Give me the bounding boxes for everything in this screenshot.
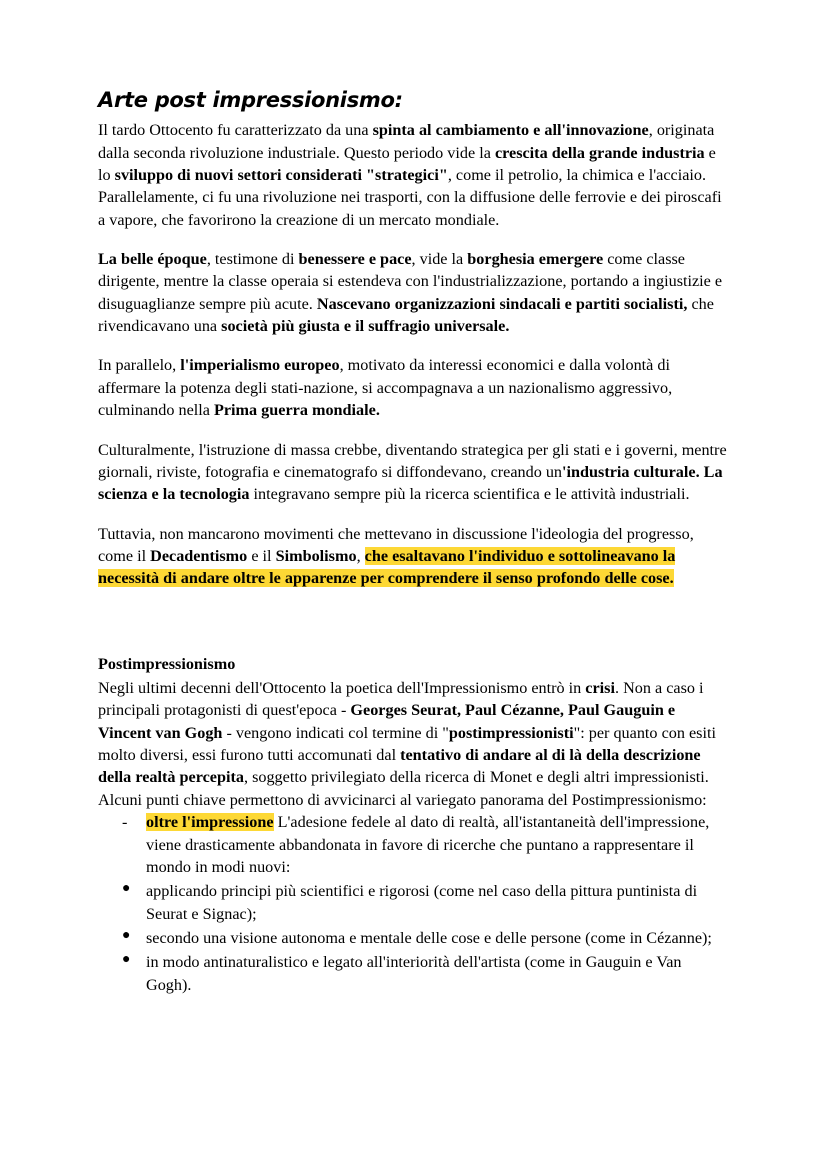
bullet-marker: ● [122,881,131,897]
paragraph: Negli ultimi decenni dell'Ottocento la poetica dell'Impressionismo entrò in crisi. Non a caso i principali protagonisti di quest'epoca - Georges Seurat, Paul Cézanne, Paul Gauguin e Vincent van Gogh - vengono indicati col termine di "postimpressionisti": per quanto con esiti molto diversi, essi furono tutti accomunati dal tentativo di andare al di là della descrizione della realtà percepita, soggetto privilegiato della ricerca di Monet e degli altri impressionisti. [98,679,716,787]
list-item [98,811,730,878]
paragraph-highlighted: Tuttavia, non mancarono movimenti che mettevano in discussione l'ideologia del progresso, come il Decadentismo e il Simbolismo, che esaltavano l'individuo e sottolineavano la necessità di andare oltre le apparenze per comprendere il senso profondo delle cose. [98,524,694,588]
list-item [98,951,730,996]
paragraph: In parallelo, l'imperialismo europeo, motivato da interessi economici e dalla volontà di affermare la potenza degli stati-nazione, si accompagnava a un nazionalismo aggressivo, culminando nella Prima guerra mondiale. [98,356,673,420]
paragraph: La belle époque, testimone di benessere e pace, vide la borghesia emergere come classe dirigente, mentre la classe operaia si estendeva con l'industrializzazione, portando a ingiustizie e disuguaglianze sempre più acute. Nascevano organizzazioni sindacali e partiti socialisti, che rivendicavano una società più giusta e il suffragio universale. [98,249,723,336]
dash-list [98,811,730,878]
bullet-marker: ● [122,927,131,943]
list-item-text: applicando principi più scientifici e rigorosi (come nel caso della pittura puntinista di Seurat e Signac); [146,882,698,923]
section-spacer [98,607,730,653]
bullet-marker: ● [122,952,131,968]
list-item-text: oltre l'impressione L'adesione fedele al dato di realtà, all'istantaneità dell'impressione, viene drasticamente abbandonata in favore di ricerche che puntano a rappresentare il mondo in modi nuovi: [146,813,710,876]
paragraph: Il tardo Ottocento fu caratterizzato da una spinta al cambiamento e all'innovazione, originata dalla seconda rivoluzione industriale. Questo periodo vide la crescita della grande industria e lo sviluppo di nuovi settori considerati "strategici", come il petrolio, la chimica e l'acciaio. Parallelamente, ci fu una rivoluzione nei trasporti, con la diffusione delle ferrovie e dei piroscafi a vapore, che favorirono la creazione di un mercato mondiale. [98,121,722,229]
list-item-text: secondo una visione autonoma e mentale delle cose e delle persone (come in Cézanne); [146,928,712,947]
list-item [98,927,730,949]
page-title: Arte post impressionismo: [98,88,403,112]
list-item-text: in modo antinaturalistico e legato all'interiorità dell'artista (come in Gauguin e Van Gogh). [146,953,682,994]
section-paragraphs [98,677,730,811]
paragraph: Alcuni punti chiave permettono di avvicinarci al variegato panorama del Postimpressionismo: [98,790,707,809]
intro-paragraphs [98,119,730,589]
section-heading: Postimpressionismo [98,654,236,673]
list-item [98,880,730,925]
paragraph: Culturalmente, l'istruzione di massa crebbe, diventando strategica per gli stati e i governi, mentre giornali, riviste, fotografia e cinematografo si diffondevano, creando un'industria culturale. La scienza e la tecnologia integravano sempre più la ricerca scientifica e le attività industriali. [98,440,727,504]
dash-marker: - [122,813,128,832]
bullet-list [98,880,730,996]
